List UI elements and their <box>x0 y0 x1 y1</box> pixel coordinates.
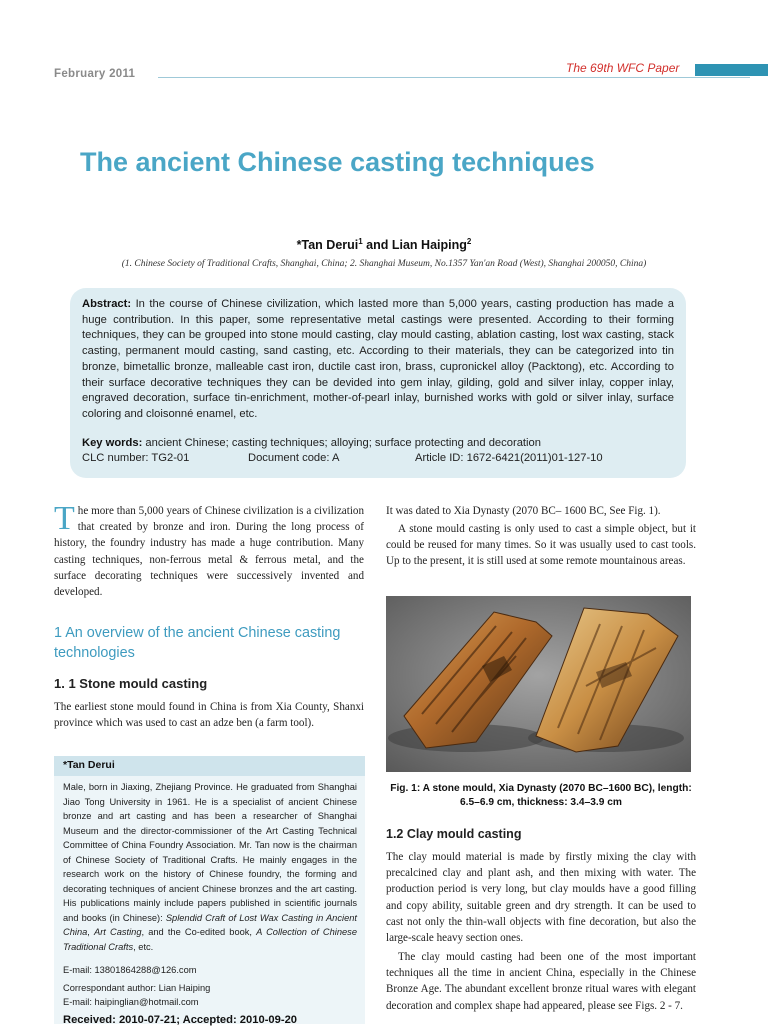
clay-mould-paragraph-2: The clay mould casting had been one of the most important techniques all the time in ancient China, especially in the Chinese Bronze Age. The abundant excellent bronze ritual wares with elegant decoration and complex shape had appeared, please see Figs. 2 - 7. <box>386 951 696 1012</box>
stone-mould-use-paragraph: A stone mould casting is only used to cast a simple object, but it could be reused for many times. So it was usually used to cast tools. Up to the present, it is still used at some remote mountainous areas. <box>386 523 696 568</box>
bio-email[interactable]: E-mail: 13801864288@126.com <box>63 965 197 975</box>
bio-sep-2: , and the Co-edited book, <box>141 927 257 937</box>
affiliations: (1. Chinese Society of Traditional Crafts, Shanghai, China; 2. Shanghai Museum, No.1357 Yan'an Road (West), Shanghai 200050, China) <box>121 259 647 269</box>
received-dates: Received: 2010-07-21; Accepted: 2010-09-20 <box>63 1014 298 1026</box>
bio-text <box>63 780 357 954</box>
issue-date: February 2011 <box>54 68 136 80</box>
stone-mould-paragraph: The earliest stone mould found in China is from Xia County, Shanxi province which was used to cast an adze ben (a farm tool). <box>54 701 364 730</box>
bio-book-2: Art Casting <box>94 927 142 937</box>
figure-1-image <box>386 596 691 772</box>
author-2-affil-mark: 2 <box>466 237 472 246</box>
section-1-1-heading: 1. 1 Stone mould casting <box>54 676 208 691</box>
abstract-label: Abstract: <box>82 298 132 310</box>
bio-book-1: Splendid Craft of Lost Wax Casting in Ancient China <box>63 912 357 937</box>
author-line <box>0 237 768 252</box>
section-1-2-heading: 1.2 Clay mould casting <box>386 827 522 841</box>
xia-dynasty-paragraph: It was dated to Xia Dynasty (2070 BC– 1600 BC, See Fig. 1). <box>386 505 661 517</box>
clc-number: CLC number: TG2-01 <box>82 452 190 464</box>
bio-sep-3: , etc. <box>133 941 154 952</box>
bio-name: *Tan Derui <box>63 759 115 771</box>
author-1: *Tan Derui <box>296 238 359 253</box>
header-rule <box>158 77 750 78</box>
intro-text: he more than 5,000 years of Chinese civilization is a civilization that created by bronze and iron. During the long process of history, the foundry industry has made a huge contribution. Many casting techniques, non-ferrous metal & ferrous metal, and the surface decorating techniques were successively invented and developed. <box>54 505 364 599</box>
journal-label: The 69th WFC Paper <box>566 61 680 75</box>
drop-cap: T <box>54 500 75 537</box>
header-accent-bar <box>695 64 768 76</box>
keywords <box>82 436 674 451</box>
document-code: Document code: A <box>248 452 340 464</box>
bio-book-3: A Collection of Chinese Traditional Crafts <box>63 927 357 952</box>
keywords-text: ancient Chinese; casting techniques; alloying; surface protecting and decoration <box>142 437 541 449</box>
bio-sep-1: , <box>87 927 94 937</box>
bio-header <box>54 756 365 776</box>
author-1-affil-mark: 1 <box>358 237 363 246</box>
corresponding-author: Correspondant author: Lian Haiping <box>63 983 211 993</box>
clay-mould-paragraph-1: The clay mould material is made by firstly mixing the clay with precalcined clay and plant ash, and then mixing with water. The production period is very long, but clay moulds have a good filling and copy ability, suitable green and dry strength. It can be used to cast not only the thin-wall objects with fine decoration, but also the large-scale heavy section ones. <box>386 851 696 945</box>
stone-mould-photo <box>386 596 691 772</box>
bio-description: Male, born in Jiaxing, Zhejiang Province. He graduated from Shanghai Jiao Tong University in 1961. He is a specialist of ancient Chinese bronze and art casting and has been a researcher of Shanghai Museum and the director-commissioner of the Art Casting Technical Committee of China Foundry Association. Mr. Tan now is the chairman of Chinese Society of Traditional Crafts. He mainly engages in the research work on the history of Chinese foundry, the forming and decorating techniques of ancient Chinese bronzes and the art casting. His publications mainly include papers published in scientific journals and books (in Chinese): <box>63 782 357 923</box>
figure-1-caption: Fig. 1: A stone mould, Xia Dynasty (2070 BC–1600 BC), length: 6.5–6.9 cm, thickness: 3.4–3.9 cm <box>390 783 692 808</box>
paper-title: The ancient Chinese casting techniques <box>80 147 595 177</box>
article-id: Article ID: 1672-6421(2011)01-127-10 <box>415 452 603 464</box>
keywords-label: Key words: <box>82 437 143 449</box>
abstract <box>82 297 674 423</box>
author-2: Lian Haiping <box>391 238 467 253</box>
intro-paragraph <box>54 500 364 600</box>
author-conjunction: and <box>362 238 392 253</box>
section-1-heading: 1 An overview of the ancient Chinese casting technologies <box>54 625 341 661</box>
abstract-text: In the course of Chinese civilization, which lasted more than 5,000 years, casting production has made a huge contribution. In this paper, some representative metal castings were presented. According to their forming techniques, they can be grouped into stone mould casting, clay mould casting, ablation casting, lost wax casting, stack casting, permanent mould casting, sand casting, etc. According to their materials, they can be categorized into tin bronze, bimetallic bronze, malleable cast iron, ductile cast iron, brass, cupronickel alloy (Packtong), etc. According to their surface decorative techniques they can be devided into gem inlay, gilding, gold and silver inlay, copper inlay, engraved decoration, surface tin-enrichment, mother-of-pearl inlay, burnished works with gold or silver inlay, surface coloring and cloisonné enamel, etc. <box>82 298 674 420</box>
corresponding-email[interactable]: E-mail: haipinglian@hotmail.com <box>63 997 199 1007</box>
